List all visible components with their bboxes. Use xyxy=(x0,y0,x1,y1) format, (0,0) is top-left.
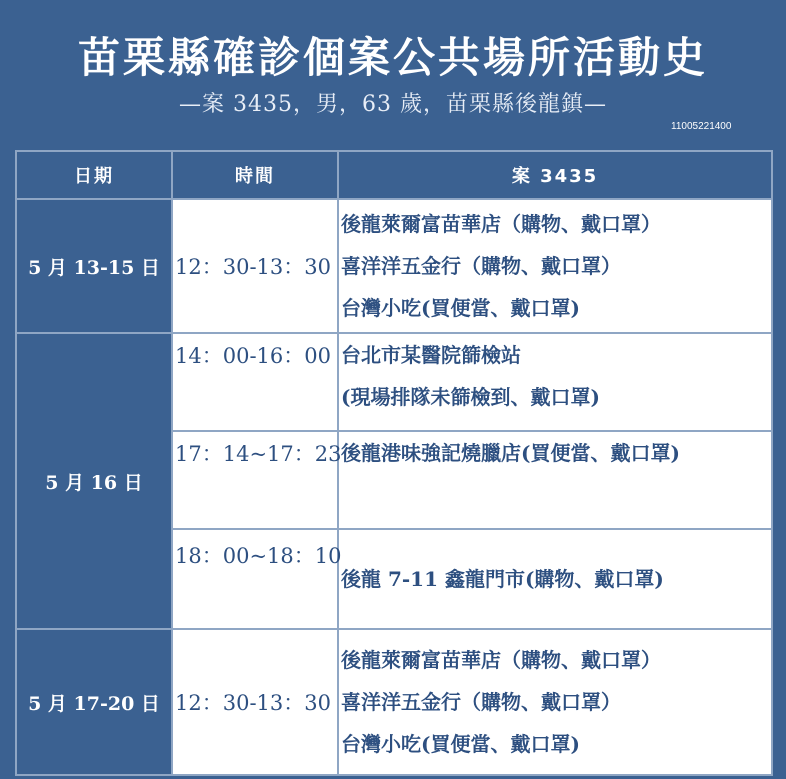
activity-table xyxy=(15,150,773,776)
time-cell xyxy=(172,529,342,629)
date-cell: 5 月 17-20 日 xyxy=(16,629,172,775)
place-item: (現場排隊未篩檢到、戴口罩) xyxy=(341,385,600,409)
places-cell xyxy=(338,629,772,775)
time-cell: 12：30-13：30 xyxy=(172,629,338,775)
page-title: 苗栗縣確診個案公共場所活動史 xyxy=(77,33,708,82)
place-item: 台灣小吃(買便當、戴口罩) xyxy=(341,296,580,320)
place-item: 喜洋洋五金行（購物、戴口罩） xyxy=(341,690,621,714)
time-cell: 12：30-13：30 xyxy=(172,199,338,333)
column-header-date: 日期 xyxy=(16,151,172,199)
time-cell xyxy=(172,333,338,431)
document-code: 11005221400 xyxy=(671,121,732,132)
column-header-time: 時間 xyxy=(172,151,338,199)
case-subtitle: —案 3435，男，63 歲，苗栗縣後龍鎮— xyxy=(179,92,607,117)
places-cell xyxy=(338,431,772,529)
place-item: 後龍 7-11 鑫龍門市(購物、戴口罩) xyxy=(341,567,664,591)
place-item: 後龍萊爾富苗華店（購物、戴口罩） xyxy=(341,648,661,672)
place-item: 後龍萊爾富苗華店（購物、戴口罩） xyxy=(341,212,661,236)
time-text: 18：00~18：10 xyxy=(175,544,342,568)
time-text: 14：00-16：00 xyxy=(175,344,331,368)
place-item: 台灣小吃(買便當、戴口罩) xyxy=(341,732,580,756)
places-cell xyxy=(338,333,772,431)
time-text: 17：14~17：23 xyxy=(175,442,342,466)
date-cell: 5 月 13-15 日 xyxy=(16,199,172,333)
time-cell xyxy=(172,431,342,529)
table-row xyxy=(16,629,772,775)
date-cell: 5 月 16 日 xyxy=(16,333,172,629)
places-cell xyxy=(338,199,772,333)
place-item: 台北市某醫院篩檢站 xyxy=(341,343,521,367)
place-item: 喜洋洋五金行（購物、戴口罩） xyxy=(341,254,621,278)
table-row xyxy=(16,199,772,333)
place-item: 後龍港味強記燒臘店(買便當、戴口罩) xyxy=(341,441,680,465)
table-header-row xyxy=(16,151,772,199)
table-row xyxy=(16,333,772,431)
places-cell xyxy=(338,529,772,629)
column-header-case: 案 3435 xyxy=(338,151,772,199)
